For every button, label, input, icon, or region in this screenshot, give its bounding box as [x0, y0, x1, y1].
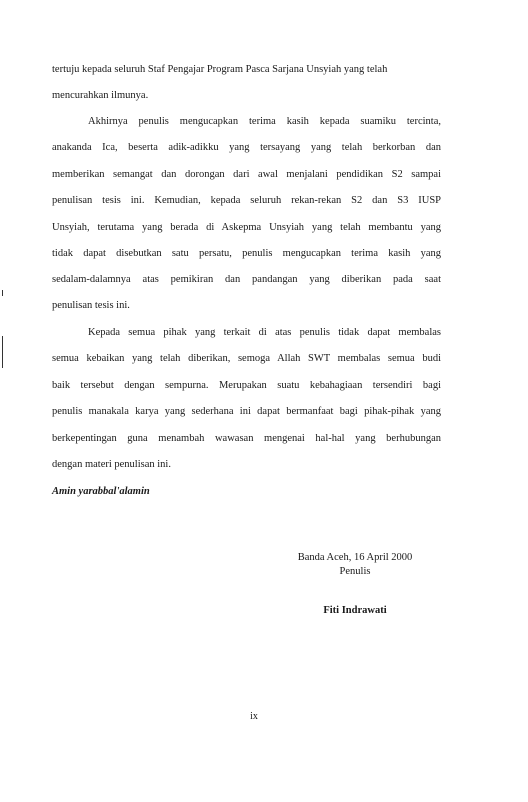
paragraph2-line: tidak dapat disebutkan satu persatu, penulis mengucapkan terima kasih yang — [52, 248, 441, 259]
page-number: ix — [250, 711, 258, 722]
paragraph3-line: dengan materi penulisan ini. — [52, 459, 171, 470]
paragraph1-line: mencurahkan ilmunya. — [52, 90, 149, 101]
scan-margin-dot — [2, 290, 3, 296]
paragraph3-line: baik tersebut dengan sempurna. Merupakan suatu kebahagiaan tersendiri bagi — [52, 380, 441, 391]
closing-prayer: Amin yarabbal'alamin — [52, 486, 150, 497]
paragraph3-line: berkepentingan guna menambah wawasan mengenai hal-hal yang berhubungan — [52, 433, 441, 444]
paragraph1-line: tertuju kepada seluruh Staf Pengajar Program Pasca Sarjana Unsyiah yang telah — [52, 64, 388, 75]
paragraph2-line: Akhirnya penulis mengucapkan terima kasih kepada suamiku tercinta, — [88, 116, 441, 127]
paragraph2-line: penulisan tesis ini. Kemudian, kepada seluruh rekan-rekan S2 dan S3 IUSP — [52, 195, 441, 206]
paragraph2-line: anakanda Ica, beserta adik-adikku yang tersayang yang telah berkorban dan — [52, 142, 441, 153]
paragraph2-line: penulisan tesis ini. — [52, 300, 130, 311]
paragraph2-line: sedalam-dalamnya atas pemikiran dan pandangan yang diberikan pada saat — [52, 274, 441, 285]
paragraph3-line: penulis manakala karya yang sederhana ini dapat bermanfaat bagi pihak-pihak yang — [52, 406, 441, 417]
paragraph3-line: Kepada semua pihak yang terkait di atas penulis tidak dapat membalas — [88, 327, 441, 338]
paragraph3-line: semua kebaikan yang telah diberikan, semoga Allah SWT membalas semua budi — [52, 353, 441, 364]
paragraph2-line: memberikan semangat dan dorongan dari awal menjalani pendidikan S2 sampai — [52, 169, 441, 180]
signature-place-date: Banda Aceh, 16 April 2000 — [297, 552, 413, 563]
signature-role: Penulis — [339, 566, 371, 577]
paragraph2-line: Unsyiah, terutama yang berada di Askepma Unsyiah yang telah membantu yang — [52, 222, 441, 233]
scan-margin-mark — [2, 336, 3, 368]
signature-name: Fiti Indrawati — [323, 605, 387, 616]
